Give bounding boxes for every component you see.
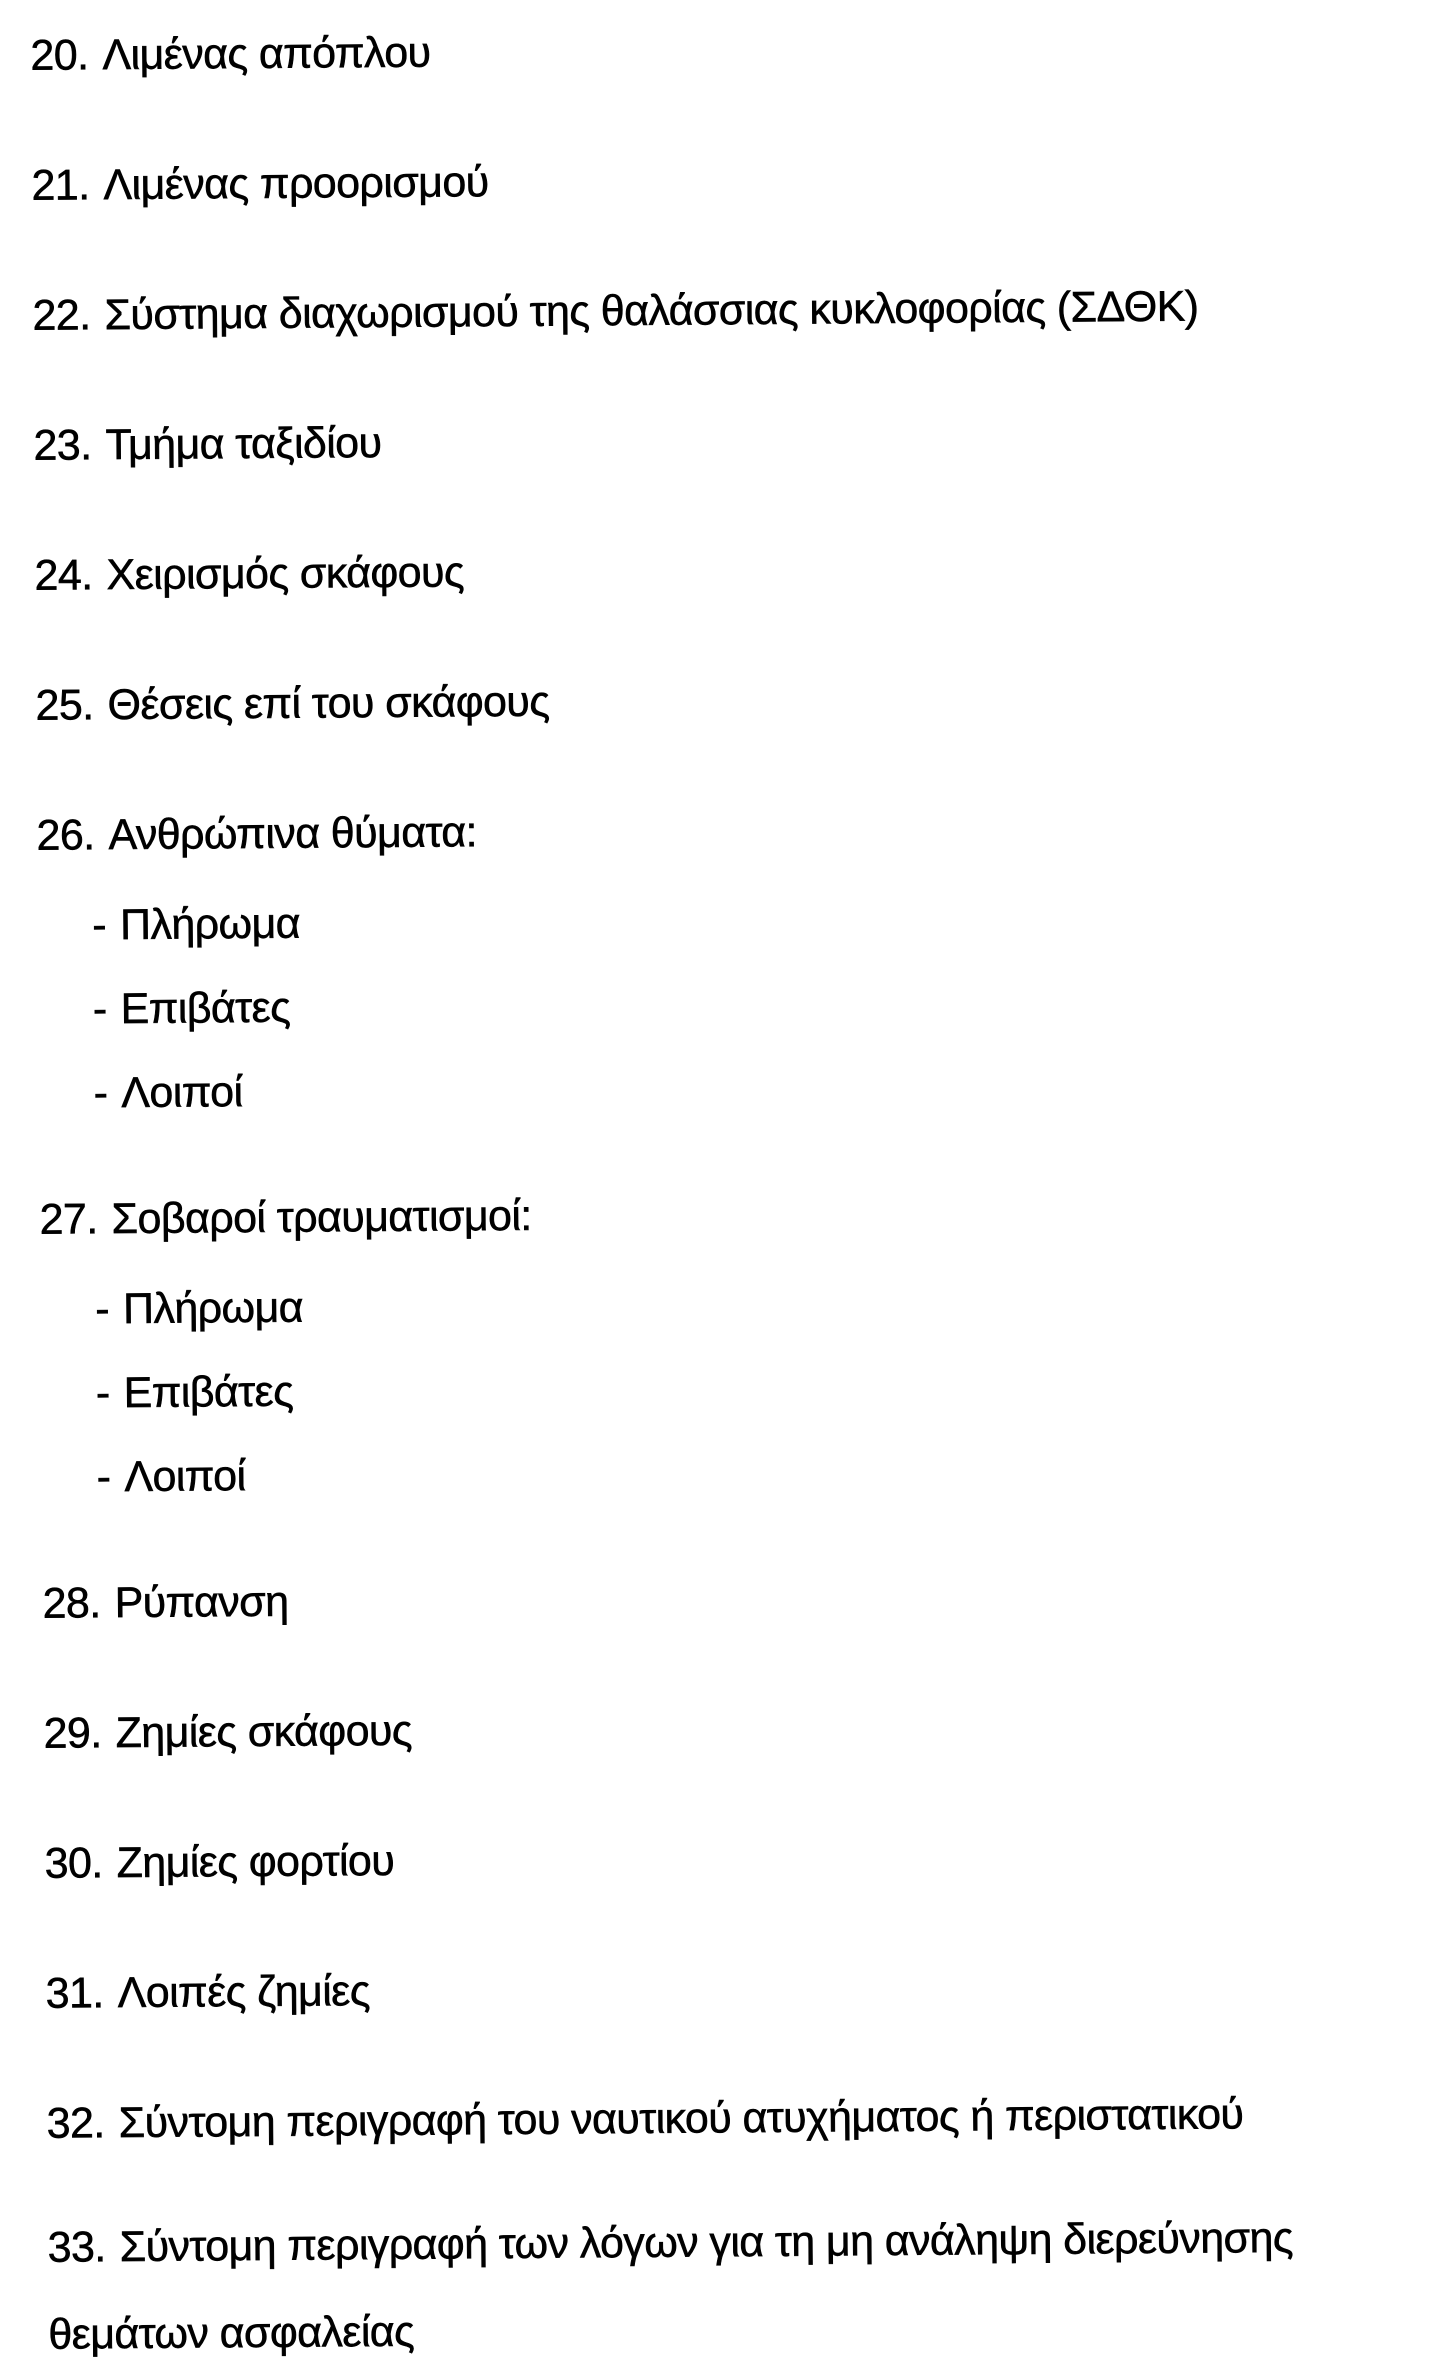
sub-item-text: Επιβάτες — [123, 1367, 294, 1418]
bullet-dash-icon: - — [92, 985, 107, 1034]
item-number: 23. — [33, 421, 92, 470]
list-item — [33, 412, 1433, 469]
item-number: 22. — [32, 291, 91, 340]
sub-item-text: Πλήρωμα — [122, 1283, 304, 1334]
item-text: Τμήμα ταξιδίου — [105, 419, 382, 470]
item-text: Χειρισμός σκάφους — [106, 548, 465, 600]
item-number: 29. — [43, 1709, 102, 1758]
list-item — [45, 1960, 1445, 2017]
list-item — [43, 1700, 1443, 1757]
list-item — [34, 542, 1434, 599]
item-number: 30. — [44, 1839, 103, 1888]
item-number: 24. — [34, 551, 93, 600]
item-text: Σύστημα διαχωρισμού της θαλάσσιας κυκλοφορίας (ΣΔΘΚ) — [104, 282, 1199, 340]
item-text: Σοβαροί τραυματισμοί: — [111, 1191, 532, 1244]
list-item — [39, 1186, 1439, 1243]
list-sub-item — [92, 892, 1437, 949]
item-number: 20. — [30, 31, 89, 80]
item-text: Ζημίες φορτίου — [116, 1836, 395, 1888]
sub-item-text: Επιβάτες — [120, 983, 291, 1034]
bullet-dash-icon: - — [96, 1453, 111, 1502]
item-number: 21. — [31, 161, 90, 210]
bullet-dash-icon: - — [95, 1285, 110, 1334]
list-item — [42, 1570, 1442, 1627]
item-number: 32. — [46, 2099, 105, 2148]
item-number: 27. — [39, 1195, 98, 1244]
bullet-dash-icon: - — [93, 1069, 108, 1118]
item-text: Σύντομη περιγραφή των λόγων για τη μη ανάληψη διερεύνησης θεμάτων ασφαλείας — [48, 2213, 1294, 2359]
list-item — [36, 802, 1436, 859]
bullet-dash-icon: - — [95, 1369, 110, 1418]
list-item — [30, 22, 1430, 79]
item-number: 31. — [45, 1969, 104, 2018]
list-item — [47, 2194, 1440, 2379]
list-sub-item — [96, 1444, 1441, 1501]
sub-item-text: Λοιποί — [124, 1452, 246, 1502]
item-number: 33. — [47, 2223, 106, 2272]
item-text: Λοιπές ζημίες — [117, 1967, 371, 2018]
item-text: Ρύπανση — [114, 1577, 289, 1628]
item-number: 25. — [35, 681, 94, 730]
item-text: Ανθρώπινα θύματα: — [108, 808, 478, 860]
item-text: Λιμένας απόπλου — [102, 28, 431, 80]
item-number: 26. — [36, 811, 95, 860]
list-sub-item — [93, 976, 1438, 1033]
list-item — [44, 1830, 1444, 1887]
list-item — [35, 672, 1435, 729]
list-item — [47, 2090, 1447, 2147]
item-number: 28. — [42, 1579, 101, 1628]
list-item — [32, 282, 1432, 339]
item-text: Σύντομη περιγραφή του ναυτικού ατυχήματος ή περιστατικού — [118, 2090, 1244, 2148]
item-text: Ζημίες σκάφους — [115, 1706, 413, 1758]
sub-item-text: Λοιποί — [121, 1068, 243, 1118]
item-text: Λιμένας προορισμού — [103, 158, 489, 210]
list-sub-item — [93, 1060, 1438, 1117]
list-item — [31, 152, 1431, 209]
list-sub-item — [95, 1276, 1440, 1333]
sub-item-text: Πλήρωμα — [119, 899, 301, 950]
bullet-dash-icon: - — [92, 901, 107, 950]
item-text: Θέσεις επί του σκάφους — [107, 677, 550, 730]
list-sub-item — [96, 1360, 1441, 1417]
